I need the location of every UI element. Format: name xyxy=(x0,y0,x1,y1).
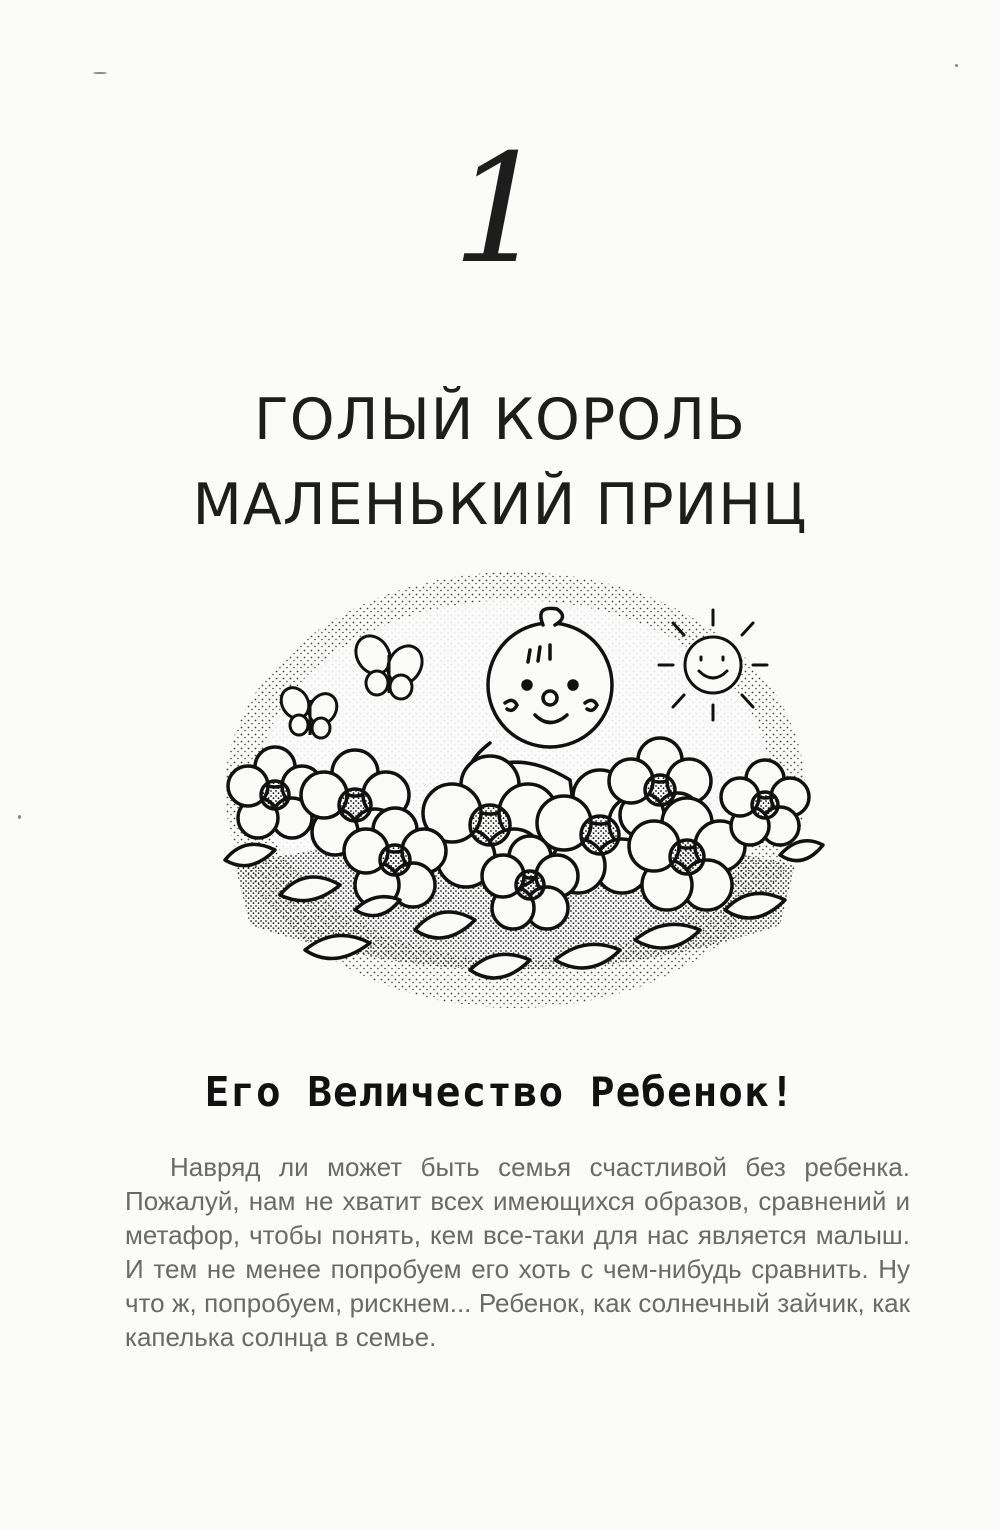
section-heading: Его Величество Ребенок! xyxy=(204,1068,796,1116)
chapter-title xyxy=(0,378,1000,548)
scan-speck xyxy=(955,64,958,67)
baby-in-flowers-illustration xyxy=(205,565,825,1020)
scan-speck xyxy=(18,815,21,819)
chapter-title-line-2: МАЛЕНЬКИЙ ПРИНЦ xyxy=(192,472,808,538)
chapter-title-line-1: ГОЛЫЙ КОРОЛЬ xyxy=(253,387,747,453)
body-paragraph: Навряд ли может быть семья счастливой без ребенка. Пожалуй, нам не хватит всех имеющихся образов, сравнений и метафор, чтобы понять, кем все-таки для нас является малыш. И тем не менее попробуем его хоть с чем-нибудь сравнить. Ну что ж, попробуем, рискнем... Ребенок, как солнечный зайчик, как капелька солнца в семье. xyxy=(125,1152,910,1352)
body-text xyxy=(125,1150,910,1354)
chapter-number: 1 xyxy=(452,123,548,297)
scan-speck xyxy=(93,72,107,74)
